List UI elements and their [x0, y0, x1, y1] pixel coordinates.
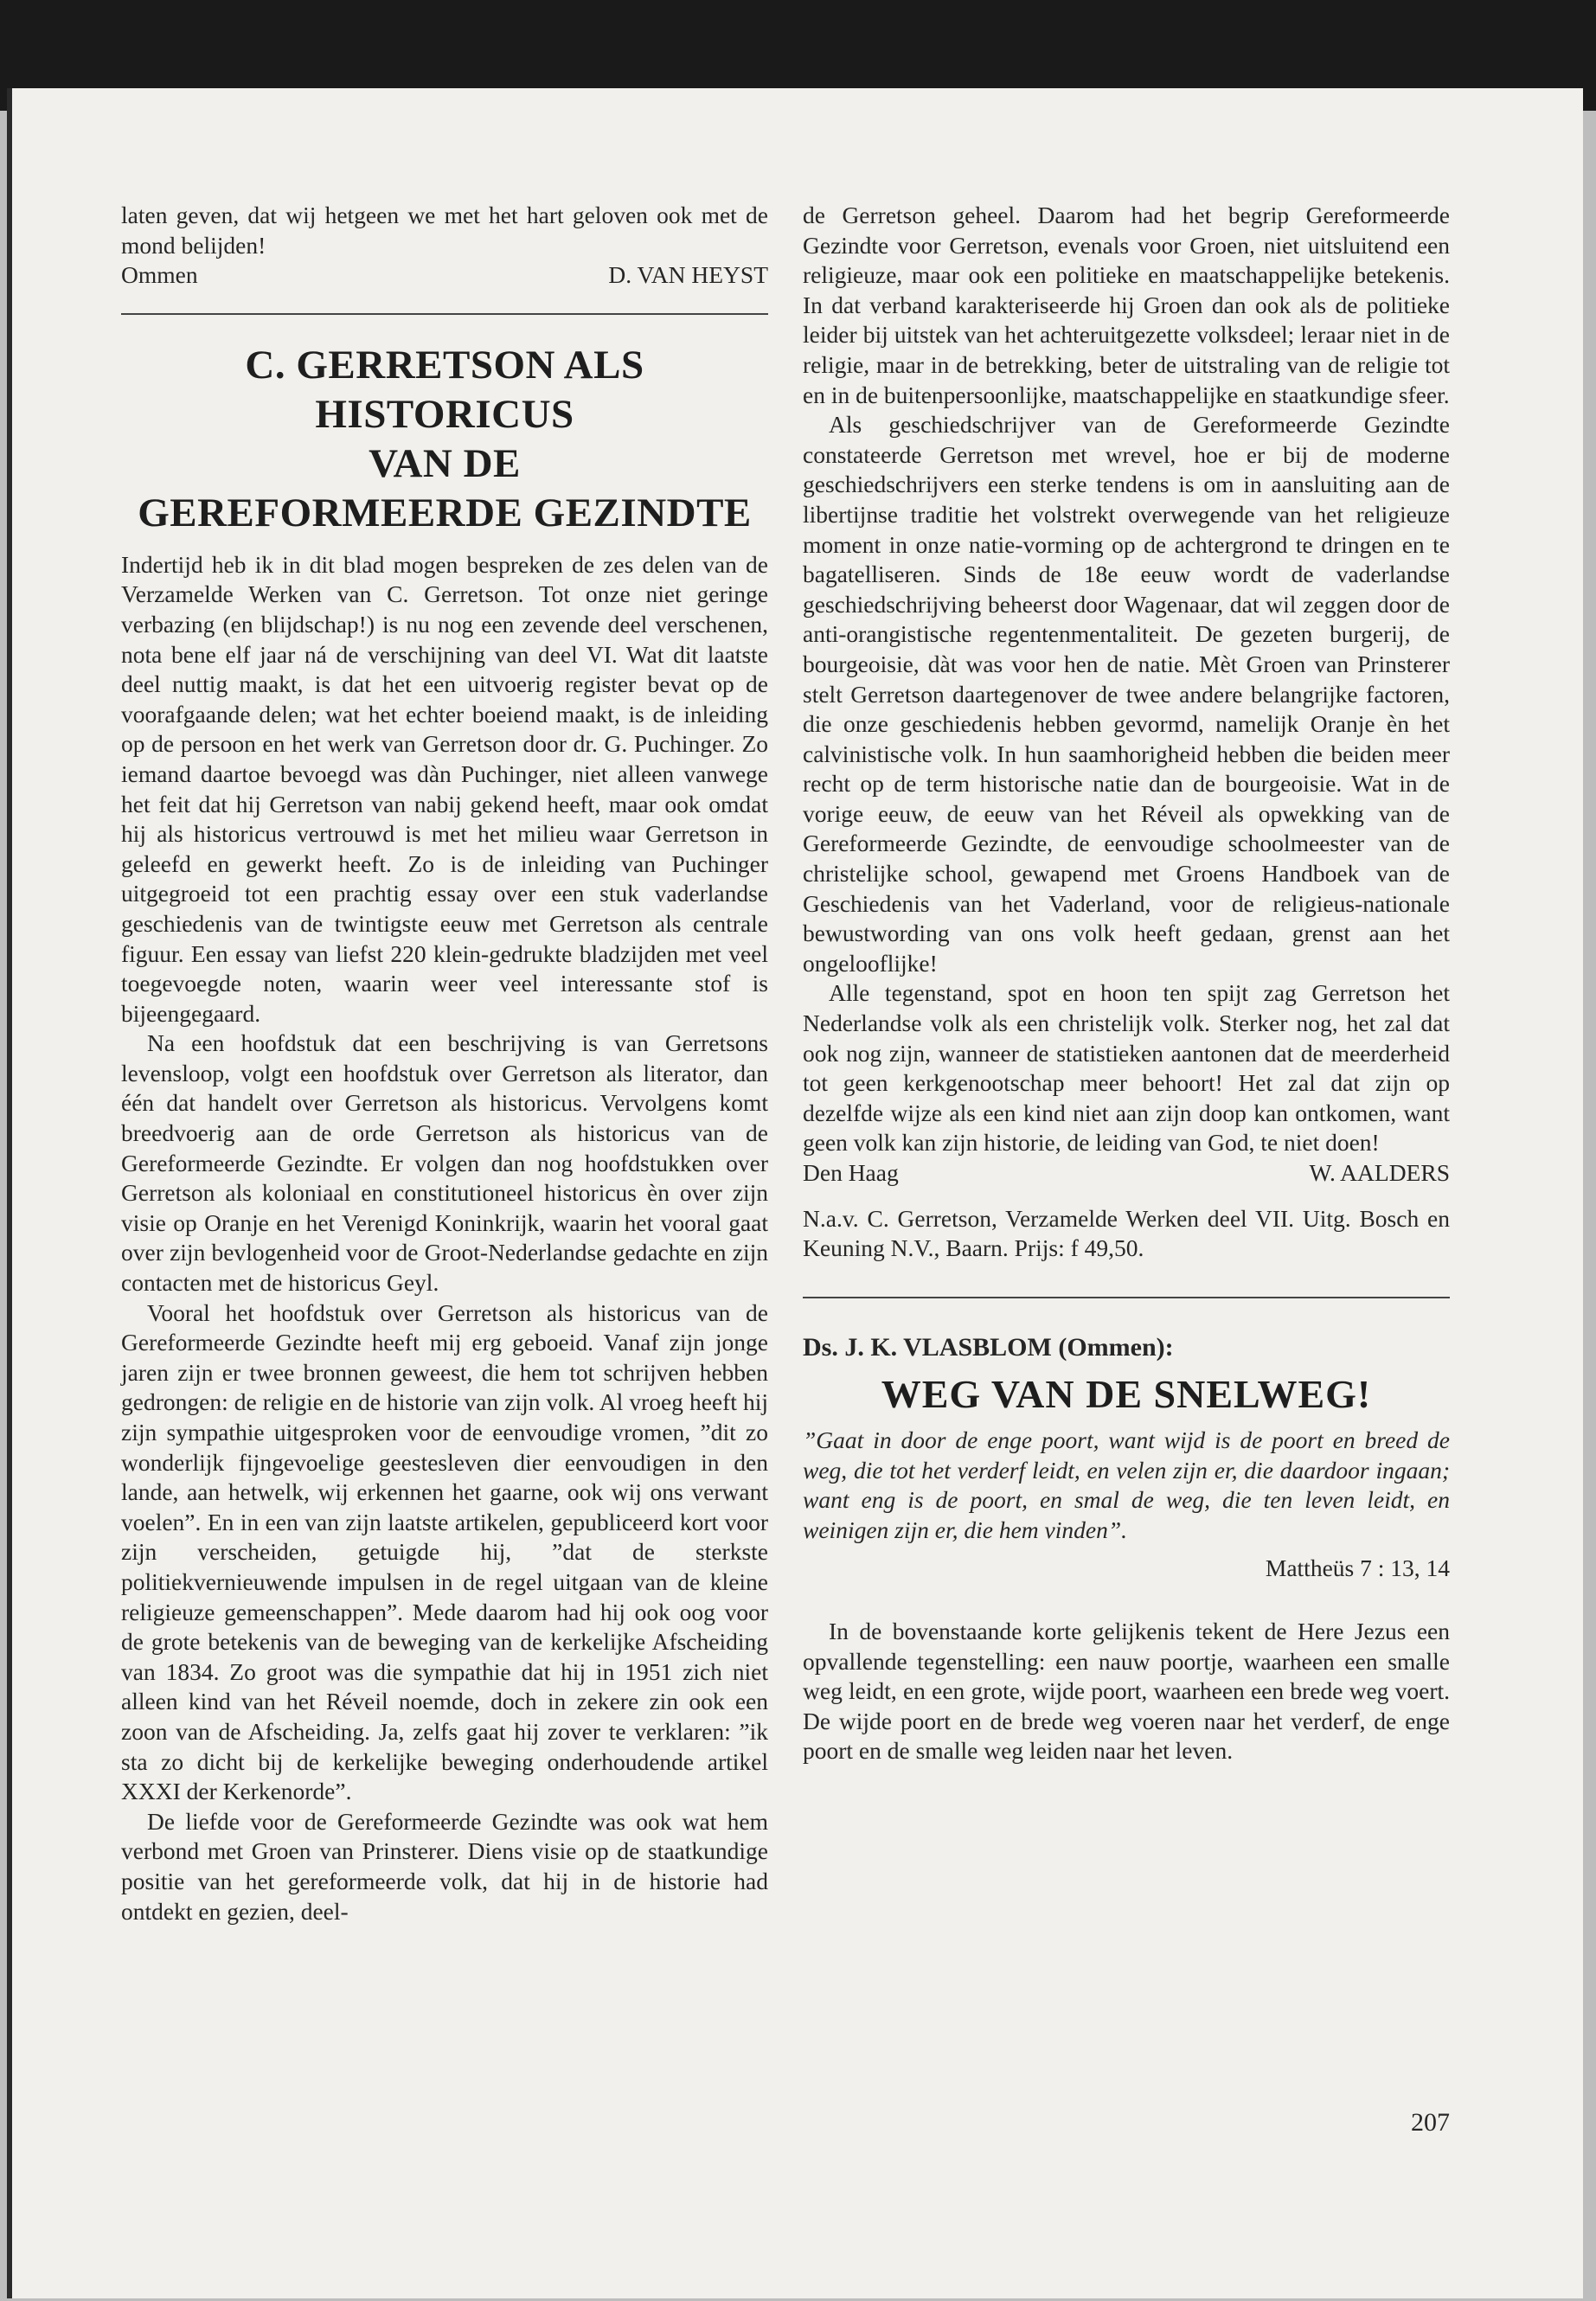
sign-place: Den Haag	[803, 1159, 899, 1186]
article-title: WEG VAN DE SNELWEG!	[881, 1372, 1372, 1417]
body-paragraph: Vooral het hoofdstuk over Gerretson als historicus van de Gereformeerde Gezindte heeft mij erg geboeid. Vanaf zijn jonge jaren zijn er twee bronnen geweest, die hem tot schrijven hebben gedrongen: de religie en de historie van zijn volk. Al vroeg heeft hij zijn sympathie uitgesproken voor de eenvoudige vromen, ”dit zo wonderlijk fijngevoelige geestesleven dier eenvoudigen in den lande, aan hetwelk, wij erkennen het gaarne, ook wij ons verwant voelen”. En in een van zijn laatste artikelen, gepubliceerd kort voor zijn verscheiden, getuigde hij, ”dat de sterkste politiekvernieuwende impulsen in de regel uitgaan van de kleine religieuze gemeenschappen”. Mede daarom had hij ook oog voor de grote betekenis van de beweging van de kerkelijke Afscheiding van 1834. Zo groot was die sympathie dat hij in 1951 zich niet alleen kind van het Réveil noemde, doch in zekere zin ook een zoon van de Afscheiding. Ja, zelfs gaat hij zover te verklaren: ”ik sta zo dicht bij de kerkelijke beweging onderhoudende artikel XXXI der Kerkenorde”.	[121, 1298, 768, 1805]
headline-line: C. GERRETSON ALS HISTORICUS	[245, 342, 644, 437]
headline-line: VAN DE	[369, 440, 521, 486]
article-headline	[121, 341, 768, 538]
body-paragraph: Na een hoofdstuk dat een beschrijving is van Gerretsons levensloop, volgt een hoofdstuk over Gerretson als literator, dan één dat handelt over Gerretson als historicus. Vervolgens komt breedvoerig aan de orde Gerretson als historicus van de Gereformeerde Gezindte. Er volgen dan nog hoofdstukken over Gerretson als koloniaal en constitutioneel historicus èn over zijn visie op Oranje en het Verenigd Koninkrijk, waarin het vooral gaat over zijn bevlogenheid voor de Groot-Nederlandse gedachte en zijn contacten met de historicus Geyl.	[121, 1029, 768, 1297]
intro-place: Ommen	[121, 261, 198, 289]
headline-line: GEREFORMEERDE GEZINDTE	[138, 490, 752, 535]
body-paragraph: Als geschiedschrijver van de Gereformeerde Gezindte constateerde Gerretson met wrevel, hoe er bij de moderne geschiedschrijvers een sterke tendens is om in aansluiting aan de libertijnse traditie het volstrekt overwegende van het religieuze moment in onze natie-vorming op de achtergrond te dringen en te bagatelliseren. Sinds de 18e eeuw wordt de vaderlandse geschiedschrijving beheerst door Wagenaar, dat wil zeggen door de anti-orangistische regentenmentaliteit. De gezeten burgerij, de bourgeoisie, dàt was voor hen de natie. Mèt Groen van Prinsterer stelt Gerretson daartegenover de twee andere belangrijke factoren, die onze geschiedenis hebben gevormd, namelijk Oranje èn het calvinistische volk. In hun saamhorigheid hebben die beiden meer recht op de term historische natie dan de bourgeoisie. Wat in de vorige eeuw, de eeuw van het Réveil als opwekking van de Gereformeerde Gezindte, de eenvoudige schoolmeester van de christelijke school, gewapend met Groens Handboek van de Geschiedenis van het Vaderland, voor de religieus-nationale bewustwording van ons volk heeft gedaan, grenst aan het ongelooflijke!	[803, 411, 1450, 977]
sign-author: W. AALDERS	[1309, 1159, 1450, 1186]
left-column	[121, 201, 768, 1926]
quote-reference: Mattheüs 7 : 13, 14	[1265, 1554, 1450, 1582]
body-paragraph: de Gerretson geheel. Daarom had het begrip Gereformeerde Gezindte voor Gerretson, evenals voor Groen, niet uitsluitend een religieuze, maar ook een politieke en maatschappelijke betekenis. In dat verband karakteriseerde hij Groen dan ook als de politieke leider bij uitstek van het achteruitgezette volksdeel; leraar niet in de religie, maar in de betrekking, beter de uitstraling van de religie tot en in de buitenpersoonlijke, maatschappelijke en staatkundige sfeer.	[803, 202, 1450, 408]
intro-paragraph: laten geven, dat wij hetgeen we met het hart geloven ook met de mond belijden!	[121, 202, 768, 259]
article-author: Ds. J. K. VLASBLOM (Ommen):	[803, 1332, 1174, 1362]
body-paragraph: Indertijd heb ik in dit blad mogen bespreken de zes delen van de Verzamelde Werken van C. Gerretson. Tot onze niet geringe verbazing (en blijdschap!) is nu nog een zevende deel verschenen, nota bene elf jaar ná de verschijning van deel VI. Wat dit laatste deel nuttig maakt, is dat het een uitvoerig register bevat op de voorafgaande delen; wat het echter boeiend maakt, is de inleiding op de persoon en het werk van Gerretson door dr. G. Puchinger. Zo iemand daartoe bevoegd was dàn Puchinger, niet alleen vanwege het feit dat hij Gerretson van nabij gekend heeft, maar ook omdat hij als historicus vertrouwd is met het milieu waar Gerretson in geleefd en gewerkt heeft. Zo is de inleiding van Puchinger uitgegroeid tot een prachtig essay over een stuk vaderlandse geschiedenis van de twintigste eeuw met Gerretson als centrale figuur. Een essay van liefst 220 klein-gedrukte bladzijden met veel toegevoegde noten, waarin weer veel interessante stof is bijeengegaard.	[121, 550, 768, 1027]
book-note: N.a.v. C. Gerretson, Verzamelde Werken deel VII. Uitg. Bosch en Keuning N.V., Baarn. Prijs: f 49,50.	[803, 1204, 1450, 1262]
body-paragraph: In de bovenstaande korte gelijkenis tekent de Here Jezus een opvallende tegenstelling: een nauw poortje, waarheen een smalle weg leidt, en een grote, wijde poort, waarheen een brede weg voert. De wijde poort en de brede weg voeren naar het verderf, de enge poort en de smalle weg leiden naar het leven.	[803, 1617, 1450, 1765]
bible-quote: ”Gaat in door de enge poort, want wijd is de poort en breed de weg, die tot het verderf leidt, en velen zijn er, die daardoor ingaan; want eng is de poort, en smal de weg, die ten leven leidt, en weinigen zijn er, die hem vinden”.	[803, 1426, 1450, 1543]
body-paragraph: De liefde voor de Gereformeerde Gezindte was ook wat hem verbond met Groen van Prinsterer. Diens visie op de staatkundige positie van het gereformeerde volk, dat hij in de historie had ontdekt en gezien, deel-	[121, 1807, 768, 1925]
page-number: 207	[1411, 2108, 1450, 2137]
body-paragraph: Alle tegenstand, spot en hoon ten spijt zag Gerretson het Nederlandse volk als een christelijk volk. Sterker nog, het zal dat ook nog zijn, wanneer de statistieken aantonen dat de meerderheid tot geen kerkgenootschap meer behoort! Het zal dat zijn op dezelfde wijze als een kind niet aan zijn doop kan ontkomen, want geen volk kan zijn historie, de leiding van God, te niet doen!	[803, 979, 1450, 1157]
section-divider	[803, 1297, 1450, 1298]
intro-signature	[121, 260, 768, 291]
right-column	[803, 201, 1450, 1766]
intro-author: D. VAN HEYST	[608, 261, 768, 289]
section-divider	[121, 313, 768, 315]
signature	[803, 1158, 1450, 1189]
